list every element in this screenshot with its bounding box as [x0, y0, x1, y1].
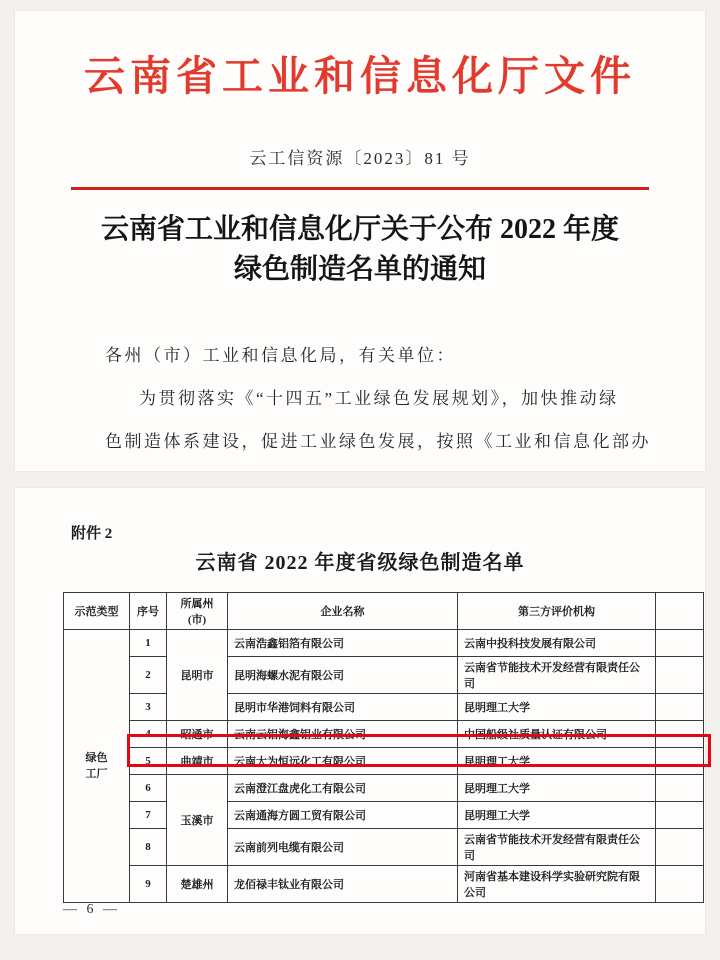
evaluator-cell: 云南中投科技发展有限公司 [458, 630, 656, 657]
company-cell: 云南前列电缆有限公司 [228, 829, 458, 866]
red-letterhead-title: 云南省工业和信息化厅文件 [84, 53, 636, 99]
category-line1: 绿色 [85, 752, 108, 764]
salutation-line: 各州（市）工业和信息化局，有关单位： [105, 346, 456, 365]
document-page-1 [14, 10, 706, 472]
body-line-1: 为贯彻落实《“十四五”工业绿色发展规划》，加快推动绿 [139, 389, 619, 408]
table-row-highlighted [64, 748, 704, 775]
empty-cell [656, 866, 704, 903]
row-no: 7 [130, 802, 167, 829]
evaluator-cell: 昆明理工大学 [458, 802, 656, 829]
evaluator-cell: 河南省基本建设科学实验研究院有限公司 [458, 866, 656, 903]
notice-title [15, 210, 705, 290]
company-cell: 昆明海螺水泥有限公司 [228, 657, 458, 694]
company-cell: 龙佰禄丰钛业有限公司 [228, 866, 458, 903]
row-no: 1 [130, 630, 167, 657]
empty-cell [656, 721, 704, 748]
body-line-2: 色制造体系建设，促进工业绿色发展，按照《工业和信息化部办 [105, 432, 651, 451]
city-cell: 昆明市 [167, 630, 228, 721]
red-divider-rule [71, 187, 649, 190]
table-title: 云南省 2022 年度省级绿色制造名单 [195, 552, 525, 574]
header-no: 序号 [130, 593, 167, 630]
city-cell: 玉溪市 [167, 775, 228, 866]
empty-cell [656, 802, 704, 829]
page-number: — 6 — [63, 902, 120, 917]
category-line2: 工厂 [85, 768, 108, 780]
table-row [64, 802, 704, 829]
header-evaluator: 第三方评价机构 [458, 593, 656, 630]
company-cell: 云南澄江盘虎化工有限公司 [228, 775, 458, 802]
evaluator-cell: 昆明理工大学 [458, 694, 656, 721]
category-cell [64, 630, 130, 903]
city-cell: 昭通市 [167, 721, 228, 748]
table-row [64, 630, 704, 657]
document-page-2 [14, 487, 706, 935]
row-no: 9 [130, 866, 167, 903]
row-no: 2 [130, 657, 167, 694]
header-empty [656, 593, 704, 630]
notice-title-line1: 云南省工业和信息化厅关于公布 2022 年度 [100, 214, 619, 245]
city-cell: 曲靖市 [167, 748, 228, 775]
row-no: 8 [130, 829, 167, 866]
table-row [64, 866, 704, 903]
table-row [64, 775, 704, 802]
company-cell: 云南大为恒远化工有限公司 [228, 748, 458, 775]
empty-cell [656, 630, 704, 657]
evaluator-cell: 云南省节能技术开发经营有限责任公司 [458, 657, 656, 694]
attachment-label: 附件 2 [71, 526, 113, 542]
empty-cell [656, 748, 704, 775]
evaluator-cell: 中国船级社质量认证有限公司 [458, 721, 656, 748]
company-cell: 昆明市华港饲料有限公司 [228, 694, 458, 721]
document-number: 云工信资源〔2023〕81 号 [249, 149, 471, 168]
evaluator-cell: 昆明理工大学 [458, 748, 656, 775]
company-cell: 云南浩鑫铝箔有限公司 [228, 630, 458, 657]
row-no: 6 [130, 775, 167, 802]
empty-cell [656, 775, 704, 802]
table-header-row [64, 593, 704, 630]
row-no: 4 [130, 721, 167, 748]
evaluator-cell: 云南省节能技术开发经营有限责任公司 [458, 829, 656, 866]
table-row [64, 657, 704, 694]
row-no: 3 [130, 694, 167, 721]
evaluator-cell: 昆明理工大学 [458, 775, 656, 802]
company-cell: 云南云铝海鑫铝业有限公司 [228, 721, 458, 748]
empty-cell [656, 657, 704, 694]
header-city: 所属州(市) [167, 593, 228, 630]
city-cell: 楚雄州 [167, 866, 228, 903]
header-company: 企业名称 [228, 593, 458, 630]
table-row [64, 829, 704, 866]
empty-cell [656, 694, 704, 721]
row-no: 5 [130, 748, 167, 775]
table-row [64, 694, 704, 721]
company-cell: 云南通海方圆工贸有限公司 [228, 802, 458, 829]
green-manufacturing-table [63, 592, 705, 903]
notice-body [15, 334, 705, 463]
notice-title-line2: 绿色制造名单的通知 [233, 254, 486, 285]
table-row [64, 721, 704, 748]
header-type: 示范类型 [64, 593, 130, 630]
empty-cell [656, 829, 704, 866]
